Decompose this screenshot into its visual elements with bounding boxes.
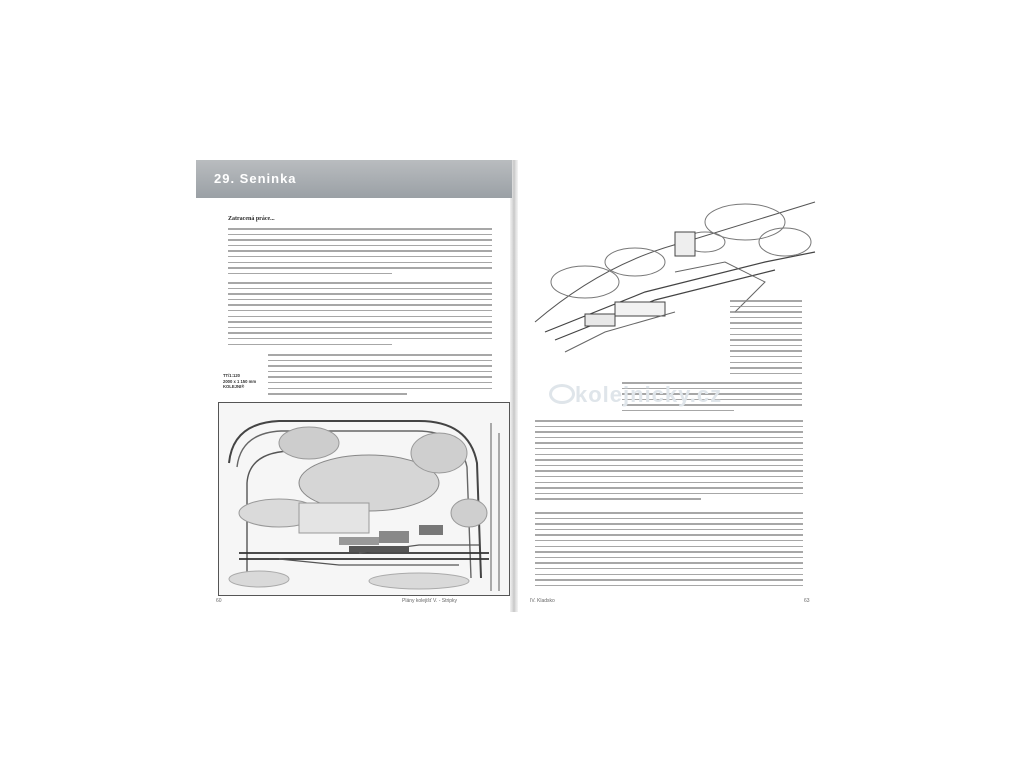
left-text-block-1 xyxy=(228,228,492,280)
right-text-block-3 xyxy=(535,420,803,508)
left-running-footer: Plány kolejišť V. - Stripky xyxy=(402,598,458,604)
intro-heading: Zatracená práce... xyxy=(228,216,275,222)
watermark-logo-icon xyxy=(549,384,575,404)
scale-note xyxy=(223,373,263,397)
right-running-footer: IV. Kladsko xyxy=(530,598,555,604)
right-text-block-4 xyxy=(535,512,803,596)
scale-note-line: 2000 x 1 150 mm xyxy=(223,378,257,384)
right-text-block-1 xyxy=(730,300,802,380)
watermark: kolejnicky.cz xyxy=(575,382,723,407)
scale-note-line: TT/1:120 xyxy=(223,373,240,378)
right-page-number: 63 xyxy=(804,598,810,604)
left-text-block-3 xyxy=(268,354,492,400)
track-plan-illustration xyxy=(218,402,510,596)
scale-note-line: KOLEJNI® xyxy=(223,384,245,390)
left-page-number: 60 xyxy=(216,598,222,604)
chapter-title: 29. Seninka xyxy=(214,171,297,186)
left-text-block-2 xyxy=(228,282,492,352)
book-gutter xyxy=(510,160,518,612)
